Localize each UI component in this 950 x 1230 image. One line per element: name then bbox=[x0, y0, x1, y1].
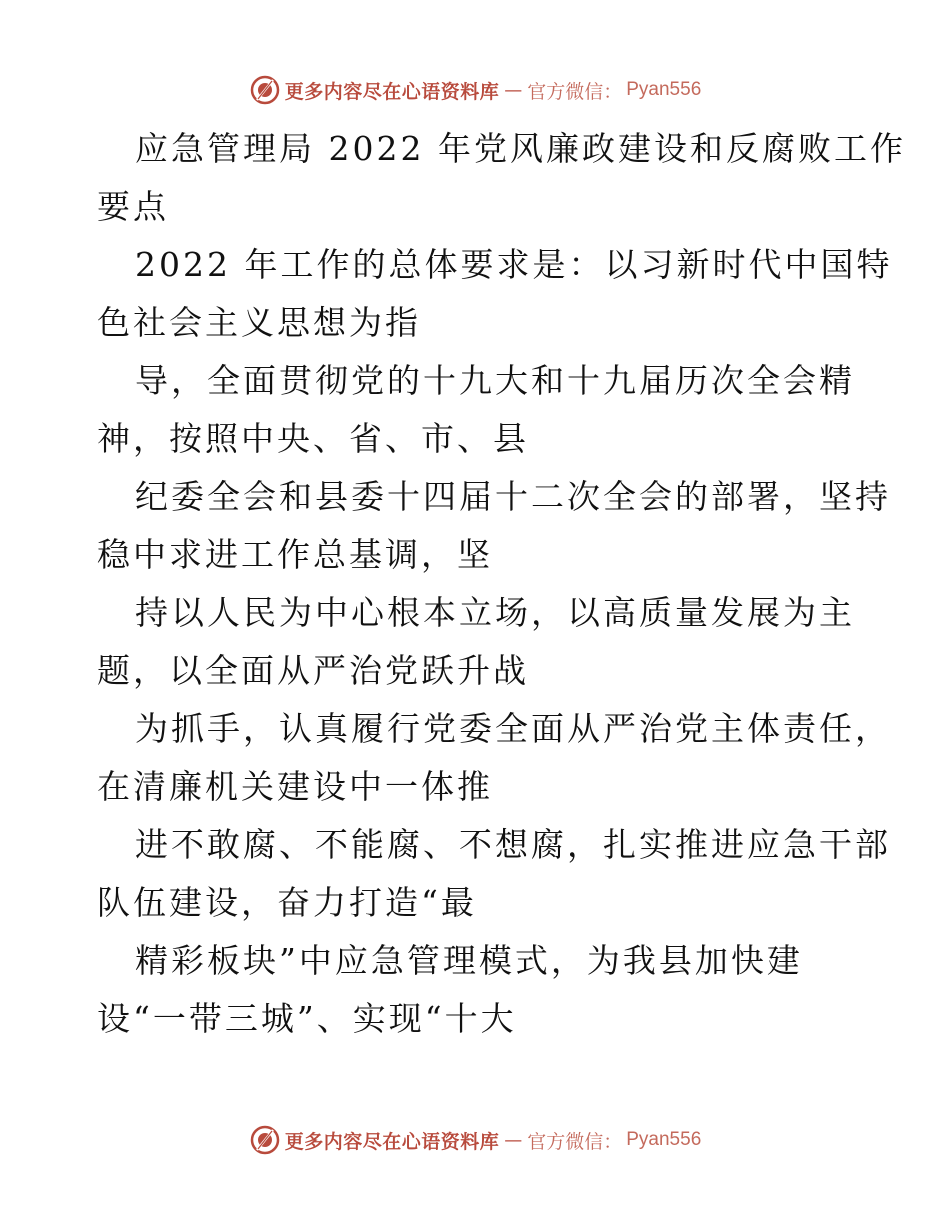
body-line: 精彩板块”中应急管理模式，为我县加快建 bbox=[135, 941, 803, 980]
body-line: 神，按照中央、省、市、县 bbox=[97, 419, 529, 458]
brand-separator: — bbox=[504, 1129, 523, 1151]
body-line: 要点 bbox=[97, 187, 169, 226]
document-body bbox=[97, 120, 906, 1048]
watermark-brand bbox=[249, 1124, 702, 1156]
body-line: 设“一带三城”、实现“十大 bbox=[97, 999, 517, 1038]
body-line: 导，全面贯彻党的十九大和十九届历次全会精 bbox=[135, 361, 855, 400]
page-footer bbox=[0, 1120, 950, 1160]
brand-logo-icon bbox=[249, 1124, 281, 1156]
brand-logo-icon bbox=[249, 74, 281, 106]
body-line: 应急管理局 2022 年党风廉政建设和反腐败工作 bbox=[135, 129, 906, 168]
body-line: 2022 年工作的总体要求是：以习新时代中国特 bbox=[135, 245, 893, 284]
body-line: 队伍建设，奋力打造“最 bbox=[97, 883, 477, 922]
wechat-label: 官方微信： bbox=[527, 80, 623, 103]
wechat-id: Pyan556 bbox=[626, 1129, 702, 1150]
wechat-label: 官方微信： bbox=[527, 1130, 623, 1153]
body-line: 持以人民为中心根本立场，以高质量发展为主 bbox=[135, 593, 855, 632]
watermark-brand bbox=[249, 74, 702, 106]
page-header bbox=[0, 70, 950, 110]
body-line: 色社会主义思想为指 bbox=[97, 303, 421, 342]
body-line: 题，以全面从严治党跃升战 bbox=[97, 651, 529, 690]
body-line: 为抓手，认真履行党委全面从严治党主体责任， bbox=[135, 709, 891, 748]
brand-text: 更多内容尽在心语资料库 bbox=[284, 80, 500, 103]
body-line: 在清廉机关建设中一体推 bbox=[97, 767, 493, 806]
brand-separator: — bbox=[504, 79, 523, 101]
body-line: 纪委全会和县委十四届十二次全会的部署，坚持 bbox=[135, 477, 891, 516]
body-line: 稳中求进工作总基调，坚 bbox=[97, 535, 493, 574]
body-line: 进不敢腐、不能腐、不想腐，扎实推进应急干部 bbox=[135, 825, 891, 864]
wechat-id: Pyan556 bbox=[626, 79, 702, 100]
brand-text: 更多内容尽在心语资料库 bbox=[284, 1130, 500, 1153]
